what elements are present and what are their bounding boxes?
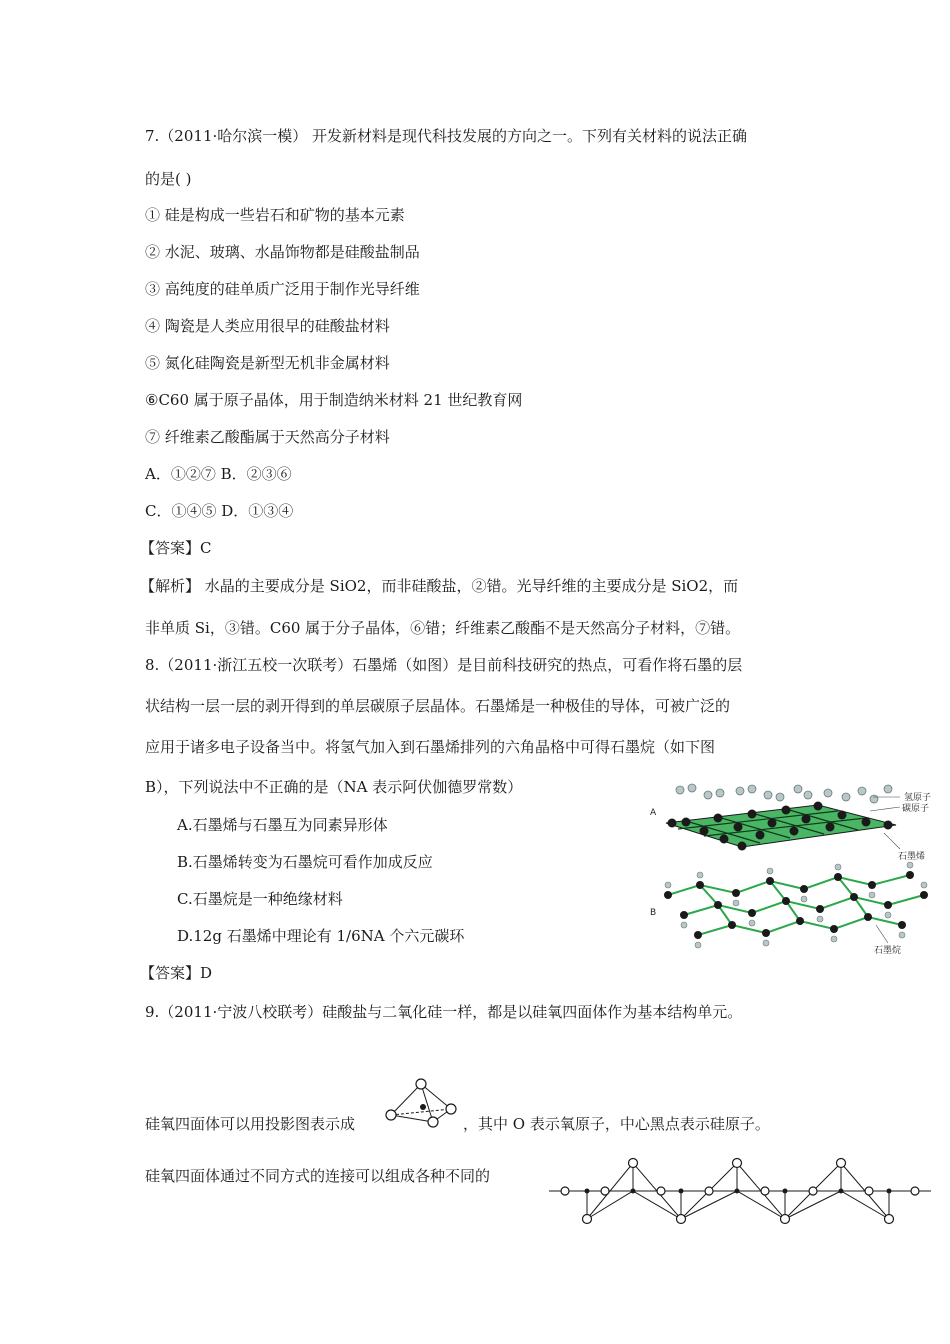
q8-option-b: B.石墨烯转变为石墨烷可看作加成反应 [177,853,433,871]
q8-option-d: D.12g 石墨烯中理论有 1/6NA 个六元碳环 [177,927,465,945]
hydrogen-atoms-top [676,784,892,803]
q7-stem-line2: 的是( ) [145,170,192,188]
q7-statement-6: ⑥C60 属于原子晶体，用于制造纳米材料 21 世纪教育网 [145,391,523,409]
q9-line2-after: ，其中 O 表示氧原子，中心黑点表示硅原子。 [463,1115,770,1133]
q7-options-line1: A．①②⑦ B．②③⑥ [145,465,292,483]
q8-stem-line2: 状结构一层一层的剥开得到的单层碳原子层晶体。石墨烯是一种极佳的导体，可被广泛的 [145,697,731,715]
q8-stem-line1: 8.（2011·浙江五校一次联考）石墨烯（如图）是目前科技研究的热点，可看作将石墨的层 [145,656,743,674]
q9-line3: 硅氧四面体通过不同方式的连接可以组成各种不同的 [145,1167,491,1185]
q7-options-line2: C．①④⑤ D．①③④ [145,502,294,520]
label-graphene: 石墨烯 [898,852,926,862]
q7-statement-5: ⑤ 氮化硅陶瓷是新型无机非金属材料 [145,354,390,372]
q7-answer: 【答案】C [140,539,212,557]
q9-line2-before: 硅氧四面体可以用投影图表示成 [145,1115,356,1133]
silicon-atom [420,1104,426,1110]
label-graphane: 石墨烷 [874,946,902,956]
q7-analysis-line1: 【解析】 水晶的主要成分是 SiO2，而非硅酸盐，②错。光导纤维的主要成分是 SiO2，而 [140,577,739,595]
q8-option-a: A.石墨烯与石墨互为同素异形体 [177,816,388,834]
q8-stem-line3: 应用于诸多电子设备当中。将氢气加入到石墨烯排列的六角晶格中可得石墨烷（如下图 [145,738,716,756]
q8-stem-line4: B），下列说法中不正确的是（NA 表示阿伏伽德罗常数） [145,778,523,796]
label-carbon-atom: 碳原子 [902,804,930,814]
q7-statement-2: ② 水泥、玻璃、水晶饰物都是硅酸盐制品 [145,243,420,261]
q7-statement-1: ① 硅是构成一些岩石和矿物的基本元素 [145,206,405,224]
silicate-chain-figure [545,1157,935,1227]
q7-statement-4: ④ 陶瓷是人类应用很早的硅酸盐材料 [145,317,390,335]
q8-option-c: C.石墨烷是一种绝缘材料 [177,890,343,908]
q7-statement-3: ③ 高纯度的硅单质广泛用于制作光导纤维 [145,280,420,298]
q8-answer: 【答案】D [140,964,213,982]
q7-stem-line1: 7.（2011·哈尔滨一模） 开发新材料是现代科技发展的方向之一。下列有关材料的说法正确 [145,127,748,145]
q9-stem: 9.（2011·宁波八校联考）硅酸盐与二氧化硅一样，都是以硅氧四面体作为基本结构单元。 [145,1003,743,1021]
q7-statement-7: ⑦ 纤维素乙酸酯属于天然高分子材料 [145,428,390,446]
label-hydrogen-atom: 氢原子 [904,793,932,803]
figure-label-b: B [650,908,657,918]
q7-analysis-line2: 非单质 Si，③错。C60 属于分子晶体，⑥错；纤维素乙酸酯不是天然高分子材料，⑦错。 [145,619,741,637]
silicon-oxygen-tetrahedron-figure [383,1077,459,1131]
figure-label-a: A [650,808,657,818]
graphene-graphane-figure [648,775,943,960]
